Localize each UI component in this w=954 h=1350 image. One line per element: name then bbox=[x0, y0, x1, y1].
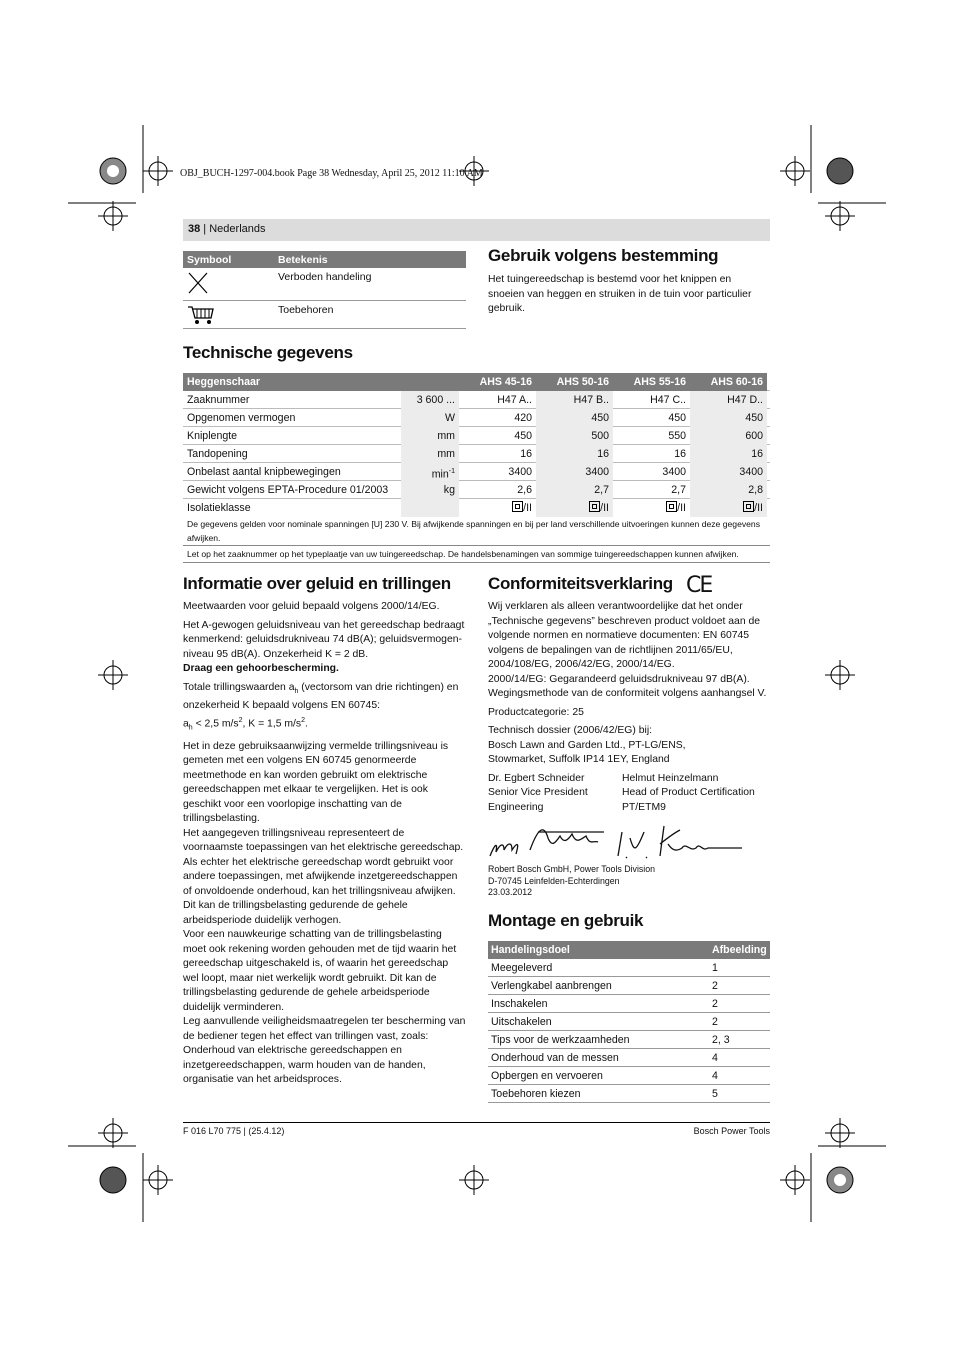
tech-cell: H47 B.. bbox=[536, 391, 613, 409]
tech-cell: H47 C.. bbox=[650, 393, 686, 406]
tech-header-cell: AHS 45-16 bbox=[459, 373, 536, 391]
noise-p6: Voor een nauwkeurige schatting van de trillingsbelasting moet ook rekening worden gehouden met de tijd waarin het gereedschap uitgeschakeld is, of waarin het gereedschap wel loopt, maar niet werkelijk wordt gebruikt. Dit kan de trillingsbelasting gedurende de gehele arbeidsperiode duidelijk verminderen. bbox=[183, 929, 457, 1013]
assembly-table bbox=[488, 941, 770, 1103]
tech-cell: 3 600 ... bbox=[401, 391, 459, 409]
double-insulation-icon bbox=[512, 501, 523, 512]
symbol-row bbox=[183, 301, 466, 329]
assembly-row: Inschakelen 2 bbox=[488, 995, 770, 1013]
assembly-row: Tips voor de werkzaamheden 2, 3 bbox=[488, 1031, 770, 1049]
assembly-row: Uitschakelen 2 bbox=[488, 1013, 770, 1031]
tech-cell: 3400 bbox=[690, 463, 767, 481]
assembly-header-figure: Afbeelding bbox=[712, 944, 767, 956]
page-number: 38 bbox=[188, 223, 201, 235]
header-language: Nederlands bbox=[209, 223, 266, 235]
tech-cell: 500 bbox=[536, 427, 613, 445]
tech-cell: H47 A.. bbox=[497, 393, 532, 406]
double-insulation-icon bbox=[743, 501, 754, 512]
tech-cell: 2,8 bbox=[690, 481, 767, 499]
tech-cell: 16 bbox=[674, 447, 686, 460]
conformity-p4: Technisch dossier (2006/42/EG) bij: Bosch Lawn and Garden Ltd., PT-LG/ENS, Stowmarket, Suffolk IP14 1EY, England bbox=[488, 725, 686, 765]
tech-cell: 3400 bbox=[536, 463, 613, 481]
tech-header-cell: AHS 60-16 bbox=[690, 373, 767, 391]
shopping-cart-icon bbox=[187, 304, 215, 326]
tech-cell: 600 bbox=[690, 427, 767, 445]
assembly-row: Toebehoren kiezen 5 bbox=[488, 1085, 770, 1103]
signatory-2: Helmut Heinzelmann Head of Product Certification PT/ETM9 bbox=[622, 772, 755, 813]
tech-row bbox=[183, 481, 770, 499]
page-header: 38 | Nederlands bbox=[183, 219, 770, 241]
tech-cell-insulation: /II bbox=[459, 499, 536, 517]
noise-p1: Meetwaarden voor geluid bepaald volgens 2000/14/EG. bbox=[183, 601, 440, 612]
tech-cell bbox=[401, 499, 459, 517]
tech-header-cell: AHS 50-16 bbox=[536, 373, 613, 391]
tech-cell: 450 bbox=[690, 409, 767, 427]
assembly-row: Onderhoud van de messen 4 bbox=[488, 1049, 770, 1067]
noise-section bbox=[183, 600, 466, 1088]
tech-row bbox=[183, 499, 770, 517]
tech-cell: Gewicht volgens EPTA-Procedure 01/2003 bbox=[187, 483, 389, 496]
tech-cell: mm bbox=[401, 445, 459, 463]
tech-cell: 420 bbox=[514, 411, 532, 424]
noise-p4: Het in deze gebruiksaanwijzing vermelde trillingsniveau is gemeten met een volgens EN 60745 genormeerde meetmethode en kan worden gebruikt om elektrische gereedschappen met elkaar te vergelijken. Het is ook geschikt voor een voorlopige inschatting van de trillingsbelasting. bbox=[183, 740, 449, 825]
assembly-row: Opbergen en vervoeren 4 bbox=[488, 1067, 770, 1085]
tech-row bbox=[183, 445, 770, 463]
tech-cell: 2,7 bbox=[536, 481, 613, 499]
tech-cell: 16 bbox=[520, 447, 532, 460]
assembly-row: Meegeleverd 1 bbox=[488, 959, 770, 977]
assembly-header-row bbox=[488, 941, 770, 959]
symbol-table bbox=[183, 251, 466, 329]
noise-p5: Het aangegeven trillingsniveau representeert de voornaamste toepassingen van het elektrische gereedschap. Als echter het elektrische gereedschap wordt gebruikt voor andere toepassingen, met afwijkende inzetgereedschappen of onvoldoende onderhoud, kan het trillingsniveau afwijken. Dit kan de trillingsbelasting gedurende de gehele arbeidsperiode duidelijk verhogen. bbox=[183, 827, 464, 926]
symbol-meaning: Toebehoren bbox=[278, 304, 334, 316]
tech-cell: W bbox=[401, 409, 459, 427]
tech-cell: Onbelast aantal knipbewegingen bbox=[187, 465, 341, 478]
noise-p3: Totale trillingswaarden $a_h$ (vectorsom van drie richtingen) en onzekerheid K bepaald volgens EN 60745: $a_h < 2,5$ $m/s^2$, K = 1,5 $m/s^2$. bbox=[183, 681, 459, 732]
tech-cell-insulation: /II bbox=[690, 499, 767, 517]
noise-p7: Leg aanvullende veiligheidsmaatregelen ter bescherming van de bediener tegen het effect van trillingen vast, zoals: Onderhoud van elektrische gereedschappen en inzetgereedschappen, warm houden van de handen, organisatie van het arbeidsproces. bbox=[183, 1016, 466, 1086]
signatories bbox=[488, 772, 770, 816]
tech-cell: mm bbox=[401, 427, 459, 445]
handwritten-signatures bbox=[486, 818, 746, 864]
intended-use-text: Het tuingereedschap is bestemd voor het knippen en snoeien van heggen en struiken in de tuin voor particulier gebruik. bbox=[488, 274, 752, 314]
tech-cell: 2,7 bbox=[671, 483, 686, 496]
intended-use-title: Gebruik volgens bestemming bbox=[488, 246, 719, 265]
noise-hearing-warning: Draag een gehoorbescherming. bbox=[183, 663, 339, 674]
tech-cell: 550 bbox=[668, 429, 686, 442]
footer-brand: Bosch Power Tools bbox=[693, 1126, 770, 1136]
tech-cell: 16 bbox=[536, 445, 613, 463]
ce-mark-icon: CE bbox=[686, 573, 712, 598]
tech-note-voltage: De gegevens gelden voor nominale spanningen [U] 230 V. Bij afwijkende spanningen en bij per land verschillende uitvoeringen kunnen deze gegevens afwijken. bbox=[183, 517, 770, 546]
tech-table bbox=[183, 373, 770, 563]
meaning-col-header: Betekenis bbox=[278, 253, 328, 266]
tech-header-cell bbox=[401, 373, 459, 391]
tech-header-cell: AHS 55-16 bbox=[613, 373, 690, 391]
prohibited-cross-icon bbox=[187, 271, 209, 295]
tech-cell: 3400 bbox=[508, 465, 532, 478]
noise-p2: Het A-gewogen geluidsniveau van het gereedschap bedraagt kenmerkend: geluidsdrukniveau 74 dB(A); geluidsvermogen-niveau 95 dB(A). Onzekerheid K = 2 dB. bbox=[183, 619, 465, 660]
symbol-meaning: Verboden handeling bbox=[278, 271, 372, 283]
symbol-col-header: Symbool bbox=[187, 253, 232, 266]
conformity-p3: Productcategorie: 25 bbox=[488, 706, 584, 718]
noise-title: Informatie over geluid en trillingen bbox=[183, 574, 451, 593]
assembly-header-purpose: Handelingsdoel bbox=[491, 944, 570, 956]
assembly-title: Montage en gebruik bbox=[488, 911, 644, 930]
tech-cell: Kniplengte bbox=[187, 429, 238, 442]
tech-cell: 450 bbox=[536, 409, 613, 427]
tech-header-cell: Heggenschaar bbox=[183, 373, 401, 391]
tech-cell: Zaaknummer bbox=[187, 393, 250, 406]
tech-note-article: Let op het zaaknummer op het typeplaatje van uw tuingereedschap. De handelsbenamingen van sommige tuingereedschappen kunnen afwijken. bbox=[183, 546, 770, 563]
tech-cell: H47 D.. bbox=[690, 391, 767, 409]
conformity-p1: Wij verklaren als alleen verantwoordelijke dat het onder „Technische gegevens” beschreven product voldoet aan de volgende normen en normatieve documenten: EN 60745 volgens de bepalingen van de richtlijnen 2011/65/EU, 2004/108/EG, 2006/42/EG, 2000/14/EG. bbox=[488, 601, 761, 670]
symbol-row bbox=[183, 268, 466, 301]
double-insulation-icon bbox=[666, 501, 677, 512]
tech-cell: 450 bbox=[514, 429, 532, 442]
tech-cell: 450 bbox=[668, 411, 686, 424]
tech-cell: 3400 bbox=[662, 465, 686, 478]
tech-cell: Tandopening bbox=[187, 447, 248, 460]
signatory-1: Dr. Egbert Schneider Senior Vice President Engineering bbox=[488, 772, 588, 813]
tech-cell-unit-min: $\min^{-1}$ bbox=[401, 463, 459, 481]
assembly-row: Verlengkabel aanbrengen 2 bbox=[488, 977, 770, 995]
symbol-table-header bbox=[183, 251, 466, 268]
tech-cell: 16 bbox=[690, 445, 767, 463]
tech-row bbox=[183, 427, 770, 445]
tech-cell: Isolatieklasse bbox=[187, 502, 251, 514]
double-insulation-icon bbox=[589, 501, 600, 512]
tech-header-row bbox=[183, 373, 770, 391]
tech-row bbox=[183, 391, 770, 409]
tech-cell-insulation: /II bbox=[536, 499, 613, 517]
tech-cell: Opgenomen vermogen bbox=[187, 411, 296, 424]
tech-row bbox=[183, 463, 770, 481]
tech-cell-insulation: /II bbox=[613, 499, 690, 517]
file-info-line: OBJ_BUCH-1297-004.book Page 38 Wednesday, April 25, 2012 11:10 AM bbox=[180, 168, 483, 179]
conformity-p2: 2000/14/EG: Gegarandeerd geluidsdrukniveau 97 dB(A). Wegingsmethode van de conformiteit volgens aanhangsel V. bbox=[488, 673, 767, 699]
tech-cell: kg bbox=[401, 481, 459, 499]
tech-cell: 2,6 bbox=[517, 483, 532, 496]
conformity-section bbox=[488, 600, 770, 815]
footer-rule bbox=[183, 1122, 770, 1123]
tech-title: Technische gegevens bbox=[183, 343, 353, 362]
tech-row bbox=[183, 409, 770, 427]
company-address: Robert Bosch GmbH, Power Tools Division D-70745 Leinfelden-Echterdingen 23.03.2012 bbox=[488, 864, 656, 897]
footer-doc-number: F 016 L70 775 | (25.4.12) bbox=[183, 1126, 285, 1136]
conformity-title: Conformiteitsverklaring bbox=[488, 574, 673, 593]
